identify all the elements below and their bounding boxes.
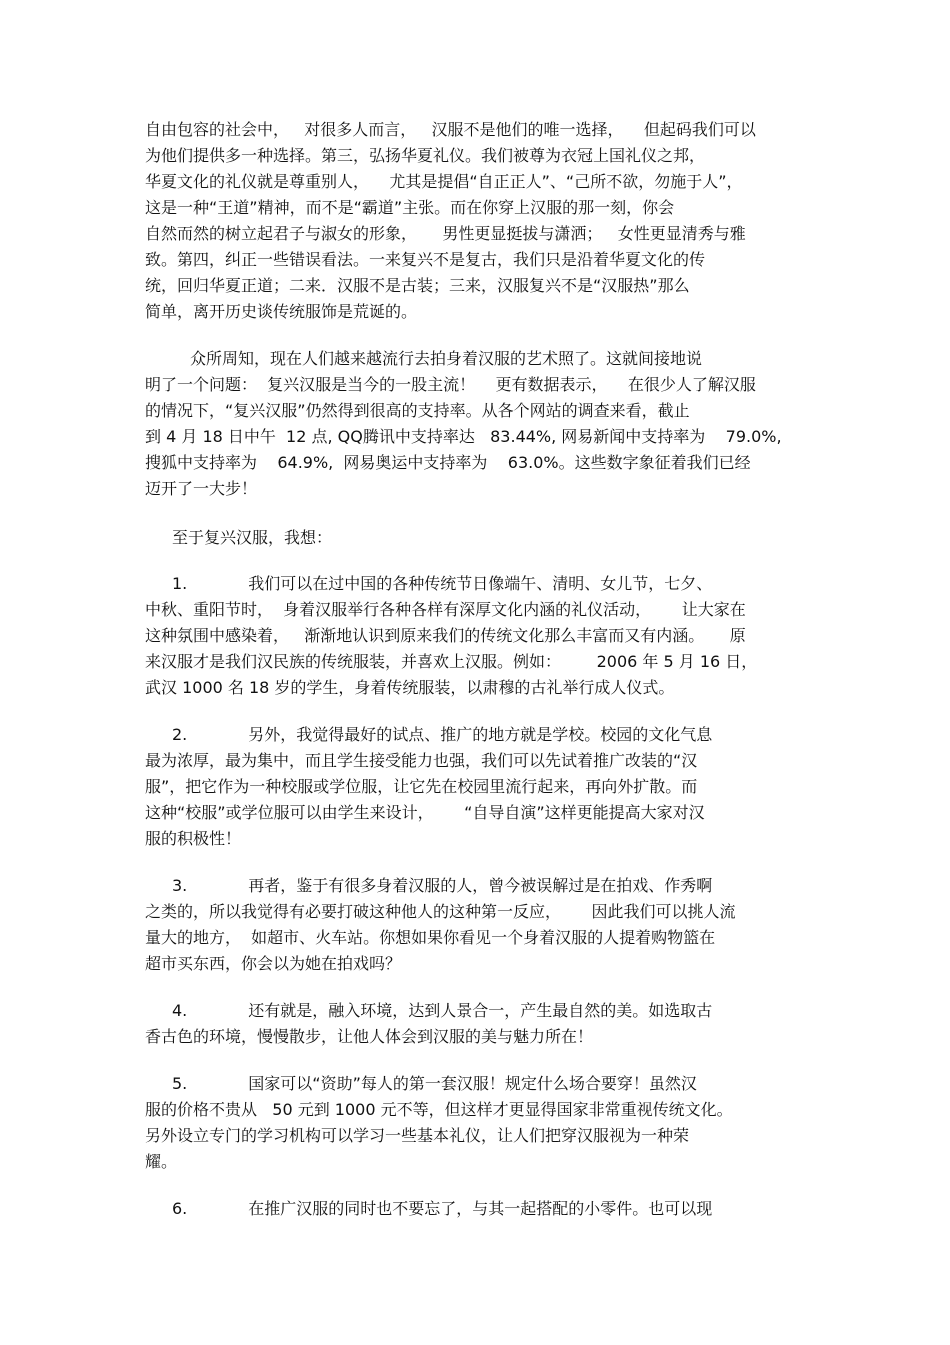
text-line: 超市买东西，你会以为她在拍戏吗？ <box>145 954 402 973</box>
list-item-5: 5. 国家可以“资助”每人的第一套汉服！规定什么场合要穿！虽然汉 <box>172 1074 697 1093</box>
text-line: 另外设立专门的学习机构可以学习一些基本礼仪，让人们把穿汉服视为一种荣 <box>145 1126 690 1145</box>
list-item-3: 3. 再者，鉴于有很多身着汉服的人，曾今被误解过是在拍戏、作秀啊 <box>172 876 713 895</box>
text-line: 统，回归华夏正道；二来．汉服不是古装；三来，汉服复兴不是“汉服热”那么 <box>145 276 690 295</box>
text-line: 服”，把它作为一种校服或学位服，让它先在校园里流行起来，再向外扩散。而 <box>145 777 698 796</box>
text-line: 中秋、重阳节时， 身着汉服举行各种各样有深厚文化内涵的礼仪活动， 让大家在 <box>145 600 746 619</box>
text-line: 为他们提供多一种选择。第三，弘扬华夏礼仪。我们被尊为衣冠上国礼仪之邦， <box>145 146 706 165</box>
text-line: 香古色的环境，慢慢散步，让他人体会到汉服的美与魅力所在！ <box>145 1027 594 1046</box>
list-item-4: 4. 还有就是，融入环境，达到人景合一，产生最自然的美。如选取古 <box>172 1001 713 1020</box>
text-line: 服的积极性！ <box>145 829 242 848</box>
text-line: 迈开了一大步！ <box>145 479 258 498</box>
list-item-2: 2. 另外，我觉得最好的试点、推广的地方就是学校。校园的文化气息 <box>172 725 713 744</box>
text-line: 耀。 <box>145 1152 178 1171</box>
list-item-1: 1. 我们可以在过中国的各种传统节日像端午、清明、女儿节，七夕、 <box>172 574 713 593</box>
intro-line: 至于复兴汉服，我想： <box>172 528 333 547</box>
text-line: 明了一个问题： 复兴汉服是当今的一股主流！ 更有数据表示， 在很少人了解汉服 <box>145 375 756 394</box>
text-line: 华夏文化的礼仪就是尊重别人， 尤其是提倡“自正正人”、“己所不欲，勿施于人”， <box>145 172 743 191</box>
text-line: 这种“校服”或学位服可以由学生来设计， “自导自演”这样更能提高大家对汉 <box>145 803 705 822</box>
list-item-6: 6. 在推广汉服的同时也不要忘了，与其一起搭配的小零件。也可以现 <box>172 1199 713 1218</box>
text-line: 武汉 1000 名 18 岁的学生，身着传统服装，以肃穆的古礼举行成人仪式。 <box>145 678 675 697</box>
text-line: 这是一种“王道”精神，而不是“霸道”主张。而在你穿上汉服的那一刻，你会 <box>145 198 675 217</box>
text-line: 众所周知，现在人们越来越流行去拍身着汉服的艺术照了。这就间接地说 <box>190 349 703 368</box>
text-line: 最为浓厚，最为集中，而且学生接受能力也强，我们可以先试着推广改装的“汉 <box>145 751 698 770</box>
text-line: 之类的，所以我觉得有必要打破这种他人的这种第一反应， 因此我们可以挑人流 <box>145 902 736 921</box>
text-line: 自由包容的社会中， 对很多人而言， 汉服不是他们的唯一选择， 但起码我们可以 <box>145 120 756 139</box>
text-line: 致。第四，纠正一些错误看法。一来复兴不是复古，我们只是沿着华夏文化的传 <box>145 250 706 269</box>
text-line: 来汉服才是我们汉民族的传统服装，并喜欢上汉服。例如： 2006 年 5 月 16 日， <box>145 652 758 671</box>
text-line: 自然而然的树立起君子与淑女的形象， 男性更显挺拔与潇洒； 女性更显清秀与雅 <box>145 224 746 243</box>
text-line: 这种氛围中感染着， 渐渐地认识到原来我们的传统文化那么丰富而又有内涵。 原 <box>145 626 746 645</box>
text-line: 到 4 月 18 日中午 12 点, QQ腾讯中支持率达 83.44%, 网易新闻中支持率为 79.0%, <box>145 427 782 446</box>
text-line: 量大的地方， 如超市、火车站。你想如果你看见一个身着汉服的人提着购物篮在 <box>145 928 716 947</box>
text-line: 简单，离开历史谈传统服饰是荒诞的。 <box>145 302 418 321</box>
text-line: 搜狐中支持率为 64.9%, 网易奥运中支持率为 63.0%。这些数字象征着我们已经 <box>145 453 751 472</box>
text-line: 的情况下，“复兴汉服”仍然得到很高的支持率。从各个网站的调查来看，截止 <box>145 401 690 420</box>
text-line: 服的价格不贵从 50 元到 1000 元不等，但这样才更显得国家非常重视传统文化。 <box>145 1100 733 1119</box>
